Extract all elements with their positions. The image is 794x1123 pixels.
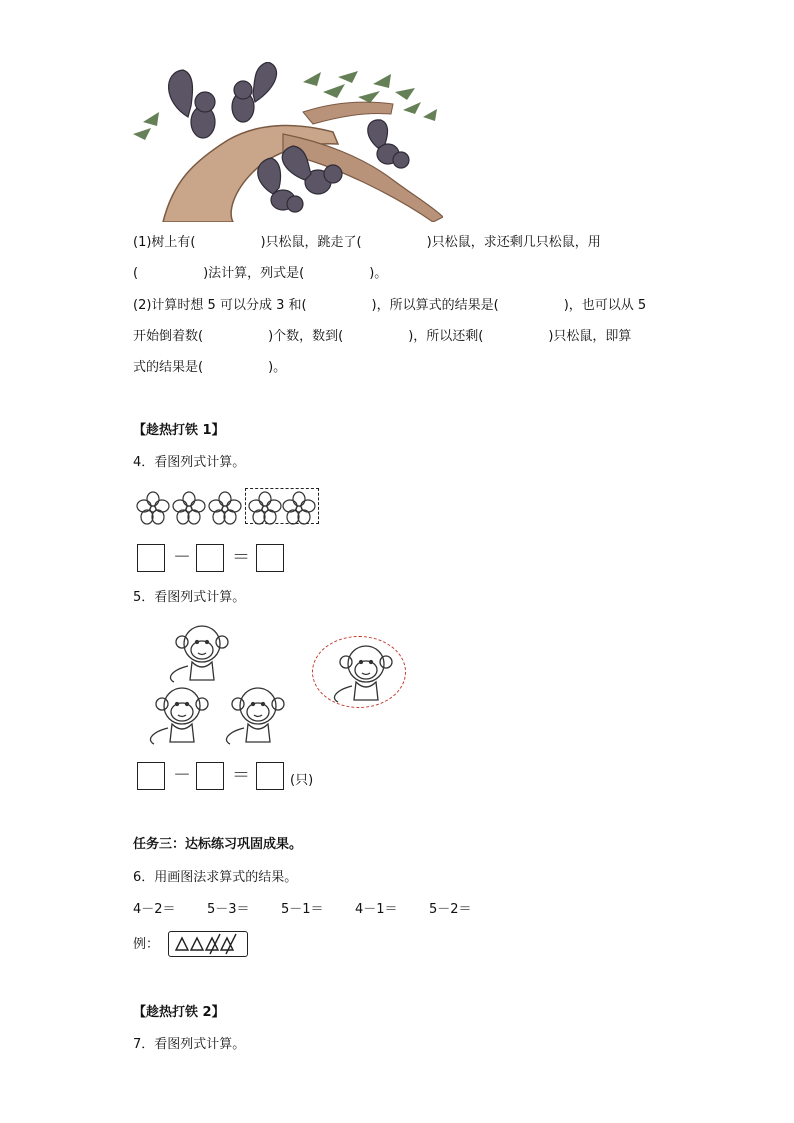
monkey-icon [138,682,210,748]
question-3-1-line-2: ( )法计算，列式是( )。 [133,266,388,281]
expression-2: 5－3＝ [207,902,250,917]
question-7-title: 7．看图列式计算。 [133,1037,246,1052]
flower-icon [172,491,206,525]
answer-box-subtrahend[interactable] [196,544,224,572]
example-box [168,931,248,957]
flower-icon [248,491,282,525]
answer-box-minuend[interactable] [137,544,165,572]
flower-icon [282,491,316,525]
answer-box-result[interactable] [256,762,284,790]
practice-1-heading: 【趁热打铁 1】 [133,423,225,438]
question-3-2-line-3: 式的结果是( )。 [133,360,287,375]
equals-sign: ＝ [232,765,250,786]
monkey-icon [158,620,230,686]
unit-label: (只) [290,773,314,788]
answer-box-subtrahend[interactable] [196,762,224,790]
question-3-2-line-2: 开始倒着数( )个数，数到( )，所以还剩( )只松鼠，即算 [133,329,632,344]
squirrels-on-tree-illustration [133,62,443,222]
task-3-heading: 任务三：达标练习巩固成果。 [133,837,303,852]
flower-icon [208,491,242,525]
expression-5: 5－2＝ [429,902,472,917]
flower-group [134,490,324,526]
question-5-title: 5．看图列式计算。 [133,590,246,605]
expression-3: 5－1＝ [281,902,324,917]
question-4-title: 4．看图列式计算。 [133,455,246,470]
answer-box-result[interactable] [256,544,284,572]
expression-1: 4－2＝ [133,902,176,917]
equals-sign: ＝ [232,547,250,568]
question-3-1-line-1: (1)树上有( )只松鼠，跳走了( )只松鼠，求还剩几只松鼠，用 [133,235,601,250]
question-6-title: 6．用画图法求算式的结果。 [133,870,298,885]
triangles-icon [170,933,246,955]
minus-sign: － [173,547,191,568]
monkey-icon [214,682,286,748]
question-3-2-line-1: (2)计算时想 5 可以分成 3 和( )，所以算式的结果是( )，也可以从 5 [133,298,647,313]
flower-icon [136,491,170,525]
minus-sign: － [173,765,191,786]
example-label: 例： [133,937,160,952]
answer-box-minuend[interactable] [137,762,165,790]
monkey-icon [322,640,394,706]
expression-4: 4－1＝ [355,902,398,917]
practice-2-heading: 【趁热打铁 2】 [133,1005,225,1020]
